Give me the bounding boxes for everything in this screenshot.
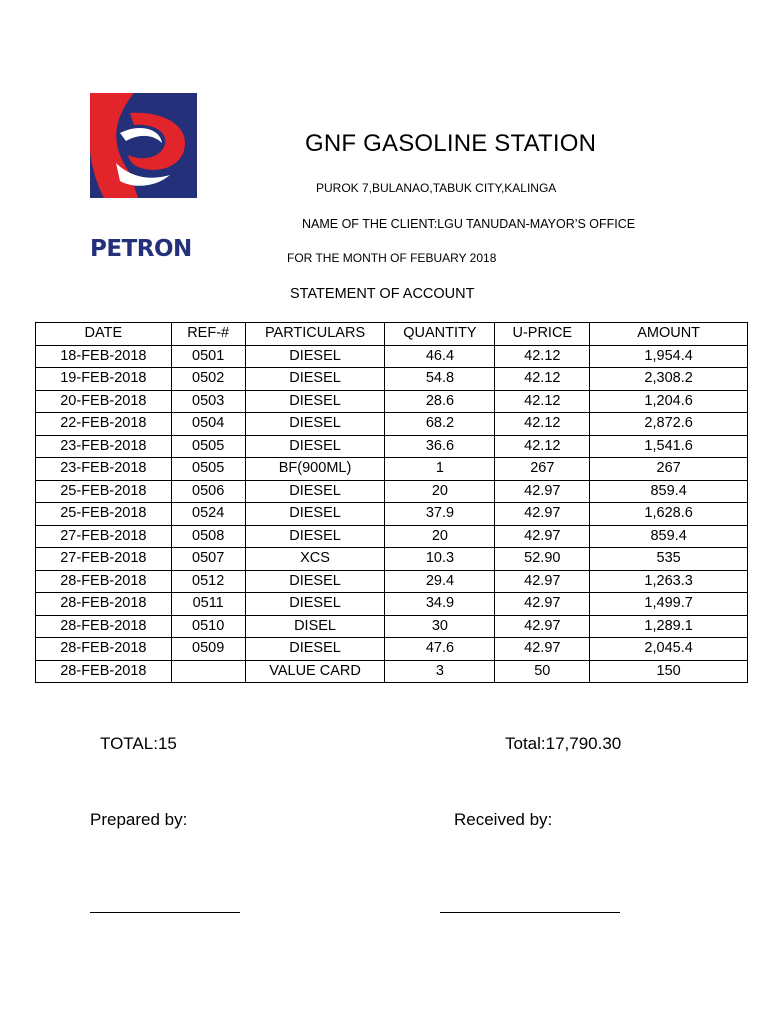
- table-cell: 54.8: [385, 368, 495, 391]
- table-cell: 42.12: [495, 345, 590, 368]
- table-cell: DIESEL: [245, 570, 385, 593]
- table-cell: 859.4: [590, 525, 748, 548]
- column-header: QUANTITY: [385, 323, 495, 346]
- table-row: [36, 345, 748, 368]
- table-cell: 19-FEB-2018: [36, 368, 172, 391]
- table-cell: 20-FEB-2018: [36, 390, 172, 413]
- table-cell: DIESEL: [245, 638, 385, 661]
- table-cell: 42.12: [495, 390, 590, 413]
- total-amount: Total:17,790.30: [505, 734, 622, 753]
- table-cell: 1,541.6: [590, 435, 748, 458]
- table-row: [36, 435, 748, 458]
- table-cell: 1,628.6: [590, 503, 748, 526]
- table-cell: 28-FEB-2018: [36, 638, 172, 661]
- table-row: [36, 480, 748, 503]
- table-cell: VALUE CARD: [245, 660, 385, 683]
- received-by-label: Received by:: [454, 810, 553, 829]
- table-cell: 0503: [171, 390, 245, 413]
- table-row: [36, 615, 748, 638]
- table-cell: 42.97: [495, 615, 590, 638]
- table-cell: 42.12: [495, 413, 590, 436]
- table-cell: DIESEL: [245, 345, 385, 368]
- statement-heading: STATEMENT OF ACCOUNT: [290, 286, 475, 302]
- table-cell: 28-FEB-2018: [36, 660, 172, 683]
- column-header: DATE: [36, 323, 172, 346]
- table-cell: 20: [385, 480, 495, 503]
- table-row: [36, 458, 748, 481]
- table-header-row: [36, 323, 748, 346]
- column-header: REF-#: [171, 323, 245, 346]
- table-row: [36, 525, 748, 548]
- table-cell: 34.9: [385, 593, 495, 616]
- table-cell: 1: [385, 458, 495, 481]
- table-cell: 28.6: [385, 390, 495, 413]
- table-cell: XCS: [245, 548, 385, 571]
- table-cell: 1,954.4: [590, 345, 748, 368]
- table-row: [36, 593, 748, 616]
- table-cell: 42.97: [495, 480, 590, 503]
- table-cell: 42.97: [495, 525, 590, 548]
- table-cell: 535: [590, 548, 748, 571]
- table-cell: 46.4: [385, 345, 495, 368]
- received-by-signature-line: [440, 912, 620, 913]
- table-cell: 0505: [171, 435, 245, 458]
- table-cell: 1,289.1: [590, 615, 748, 638]
- prepared-by-label: Prepared by:: [90, 810, 188, 829]
- table-cell: 267: [590, 458, 748, 481]
- table-cell: 0509: [171, 638, 245, 661]
- table-cell: 42.97: [495, 570, 590, 593]
- table-cell: DIESEL: [245, 390, 385, 413]
- table-cell: 0510: [171, 615, 245, 638]
- column-header: U-PRICE: [495, 323, 590, 346]
- table-cell: [171, 660, 245, 683]
- table-cell: 20: [385, 525, 495, 548]
- table-cell: 0524: [171, 503, 245, 526]
- table-cell: 42.12: [495, 368, 590, 391]
- table-row: [36, 368, 748, 391]
- petron-wordmark: PETRON: [90, 236, 192, 262]
- column-header: PARTICULARS: [245, 323, 385, 346]
- table-row: [36, 503, 748, 526]
- table-cell: 28-FEB-2018: [36, 570, 172, 593]
- table-cell: 3: [385, 660, 495, 683]
- station-title: GNF GASOLINE STATION: [305, 130, 597, 157]
- table-cell: DIESEL: [245, 413, 385, 436]
- table-cell: 859.4: [590, 480, 748, 503]
- table-row: [36, 638, 748, 661]
- table-cell: 0505: [171, 458, 245, 481]
- table-cell: 42.12: [495, 435, 590, 458]
- table-cell: 30: [385, 615, 495, 638]
- table-cell: 36.6: [385, 435, 495, 458]
- table-cell: 2,308.2: [590, 368, 748, 391]
- table-cell: 42.97: [495, 503, 590, 526]
- table-cell: 18-FEB-2018: [36, 345, 172, 368]
- table-cell: 22-FEB-2018: [36, 413, 172, 436]
- station-address: PUROK 7,BULANAO,TABUK CITY,KALINGA: [316, 181, 557, 195]
- table-cell: DIESEL: [245, 368, 385, 391]
- petron-logo: [90, 93, 197, 262]
- table-cell: 0508: [171, 525, 245, 548]
- table-cell: 29.4: [385, 570, 495, 593]
- table-cell: 1,263.3: [590, 570, 748, 593]
- table-cell: 2,872.6: [590, 413, 748, 436]
- table-cell: DIESEL: [245, 480, 385, 503]
- table-cell: DIESEL: [245, 503, 385, 526]
- table-cell: 28-FEB-2018: [36, 593, 172, 616]
- table-cell: 47.6: [385, 638, 495, 661]
- table-cell: 150: [590, 660, 748, 683]
- table-cell: 27-FEB-2018: [36, 525, 172, 548]
- table-cell: 0512: [171, 570, 245, 593]
- table-row: [36, 570, 748, 593]
- table-cell: 27-FEB-2018: [36, 548, 172, 571]
- prepared-by-signature-line: [90, 912, 240, 913]
- table-cell: 25-FEB-2018: [36, 480, 172, 503]
- table-row: [36, 548, 748, 571]
- table-cell: 267: [495, 458, 590, 481]
- table-cell: DIESEL: [245, 525, 385, 548]
- table-cell: DIESEL: [245, 593, 385, 616]
- table-cell: 1,204.6: [590, 390, 748, 413]
- client-name: NAME OF THE CLIENT:LGU TANUDAN-MAYOR’S OFFICE: [302, 217, 636, 231]
- table-cell: BF(900ML): [245, 458, 385, 481]
- table-cell: 52.90: [495, 548, 590, 571]
- table-cell: 0511: [171, 593, 245, 616]
- table-cell: 0501: [171, 345, 245, 368]
- table-cell: 50: [495, 660, 590, 683]
- account-table: [35, 322, 748, 683]
- table-cell: 42.97: [495, 593, 590, 616]
- table-row: [36, 413, 748, 436]
- table-cell: 1,499.7: [590, 593, 748, 616]
- table-cell: 23-FEB-2018: [36, 458, 172, 481]
- statement-month: FOR THE MONTH OF FEBUARY 2018: [287, 251, 497, 265]
- table-cell: DIESEL: [245, 435, 385, 458]
- table-cell: 23-FEB-2018: [36, 435, 172, 458]
- table-body: [36, 345, 748, 683]
- column-header: AMOUNT: [590, 323, 748, 346]
- table-cell: 10.3: [385, 548, 495, 571]
- table-row: [36, 390, 748, 413]
- table-cell: DISEL: [245, 615, 385, 638]
- table-cell: 0504: [171, 413, 245, 436]
- table-cell: 28-FEB-2018: [36, 615, 172, 638]
- table-cell: 2,045.4: [590, 638, 748, 661]
- table-cell: 42.97: [495, 638, 590, 661]
- total-count: TOTAL:15: [100, 734, 177, 753]
- table-cell: 68.2: [385, 413, 495, 436]
- table-cell: 0502: [171, 368, 245, 391]
- table-row: [36, 660, 748, 683]
- table-cell: 0507: [171, 548, 245, 571]
- table-cell: 37.9: [385, 503, 495, 526]
- table-cell: 0506: [171, 480, 245, 503]
- table-cell: 25-FEB-2018: [36, 503, 172, 526]
